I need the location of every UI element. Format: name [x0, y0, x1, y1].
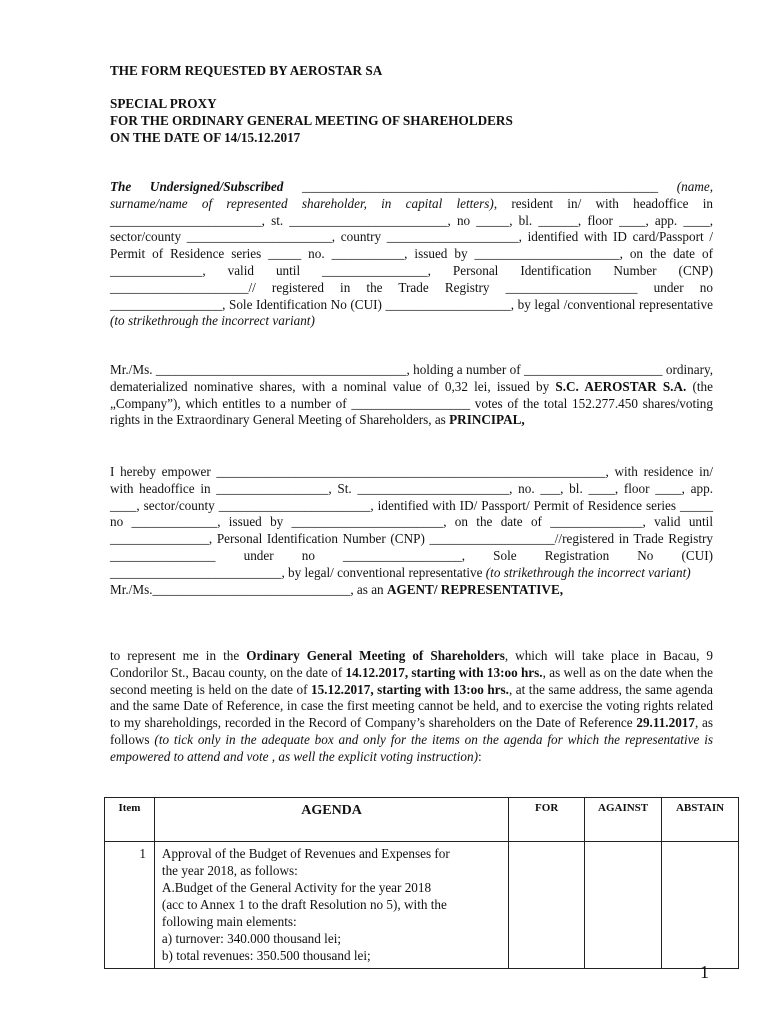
- represent-text-5: , as follows: [110, 715, 713, 747]
- empower-strike-hint: (to strikethrough the incorrect variant): [485, 564, 691, 580]
- against-header: AGAINST: [585, 798, 662, 842]
- agenda-header-row: [105, 798, 739, 842]
- undersigned-strike-hint: (to strikethrough the incorrect variant): [110, 313, 315, 329]
- proxy-title: SPECIAL PROXY: [110, 96, 217, 111]
- agenda-line: b) total revenues: 350.500 thousand lei;: [161, 948, 371, 963]
- reference-date: 29.11.2017: [636, 715, 695, 731]
- abstain-header: ABSTAIN: [662, 798, 739, 842]
- holding-paragraph: [110, 362, 713, 429]
- company-name: S.C. AEROSTAR S.A.: [555, 378, 687, 394]
- agenda-line: A.Budget of the General Activity for the year 2018: [161, 880, 432, 895]
- agenda-line: a) turnover: 340.000 thousand lei;: [161, 931, 342, 946]
- meeting-name: Ordinary General Meeting of Shareholders: [246, 648, 505, 663]
- undersigned-label: The Undersigned/Subscribed: [110, 179, 284, 194]
- agenda-line: (acc to Annex 1 to the draft Resolution no 5), with the: [161, 897, 447, 912]
- undersigned-hint: (name, surname/name of represented shareholder, in capital letters): [110, 179, 713, 211]
- undersigned-paragraph: [110, 179, 713, 330]
- agent-name-line: Mr./Ms.______________________________, as an: [110, 581, 387, 597]
- agenda-line: the year 2018, as follows:: [161, 863, 298, 878]
- form-title: THE FORM REQUESTED BY AEROSTAR SA: [110, 63, 383, 78]
- table-row: [105, 842, 739, 969]
- abstain-checkbox-cell[interactable]: [662, 842, 739, 969]
- represent-text-6: :: [477, 748, 482, 764]
- for-header: FOR: [509, 798, 585, 842]
- represent-paragraph: [110, 648, 713, 766]
- against-checkbox-cell[interactable]: [585, 842, 662, 969]
- first-meeting-date: 14.12.2017, starting with 13:oo hrs.: [345, 664, 543, 680]
- agenda-line: Approval of the Budget of Revenues and Expenses for: [161, 846, 450, 861]
- represent-text-2: , which will take place in Bacau, 9 Condorilor St., Bacau county, on the date of: [110, 648, 713, 680]
- principal-label: PRINCIPAL,: [449, 412, 525, 428]
- undersigned-details: , resident in/ with headoffice in _______________________, st. ________________________, no _____, bl. ______, floor ____, app. ____, sector/county ______________________, country ____________________, identified with ID card/Passport / Permit of Residence series _____ no. ___________, issued by ______________________, on the date of ______________, valid until ________________, Personal Identification Number (CNP) _____________________// registered in the Trade Registry ____________________ under no _________________, Sole Identification No (CUI) ___________________, by legal /conventional representative: [110, 195, 713, 312]
- for-checkbox-cell[interactable]: [509, 842, 585, 969]
- agenda-table: [104, 797, 739, 969]
- represent-text-4: , at the same address, the same agenda and the same Date of Reference, in case the first meeting cannot be held, and to exercise the voting rights related to my shareholdings, recorded in the Record of Company’s shareholders on the Date of Reference: [110, 681, 713, 731]
- empower-text: I hereby empower ___________________________________________________________, with residence in/ with headoffice in _________________, St. _______________________, no. ___, bl. ____, floor ____, app. ____, sector/county _______________________, identified with ID/ Passport/ Permit of Residence series _____ no _____________, issued by _______________________, on the date of ______________, valid until _______________, Personal Identification Number (CNP) ___________________//registered in Trade Registry ________________ under no __________________, Sole Registration No (CUI) __________________________, by legal/ conventional representative: [110, 464, 713, 580]
- meeting-title: FOR THE ORDINARY GENERAL MEETING OF SHAREHOLDERS: [110, 113, 513, 128]
- second-meeting-date: 15.12.2017, starting with 13:oo hrs.: [310, 681, 509, 697]
- agent-label: AGENT/ REPRESENTATIVE,: [386, 581, 564, 597]
- agenda-line: following main elements:: [161, 914, 297, 929]
- agenda-header: AGENDA: [154, 798, 508, 842]
- agenda-item-text: [154, 842, 508, 969]
- page-number: 1: [700, 962, 709, 982]
- meeting-date-title: ON THE DATE OF 14/15.12.2017: [110, 130, 301, 145]
- represent-text-1: to represent me in the: [110, 648, 247, 663]
- undersigned-name-blank: ______________________________________________________: [301, 179, 659, 194]
- represent-text-3: , as well as on the date when the second meeting is held on the date of: [110, 664, 713, 697]
- holding-text-1: Mr./Ms. ______________________________________, holding a number of _____________________ ordinary, dematerialized nominative shares, with a nominal value of 0,32 lei, issued by: [110, 362, 713, 394]
- empower-paragraph: [110, 464, 713, 598]
- holding-text-2: (the „Company”), which entitles to a number of __________________ votes of the total 152.277.450 shares/voting rights in the Extraordinary General Meeting of Shareholders, as: [110, 378, 713, 428]
- item-number: 1: [105, 842, 155, 969]
- item-header: Item: [105, 798, 155, 842]
- voting-instruction-hint: (to tick only in the adequate box and only for the items on the agenda for which the representative is empowered to attend and vote , as well the explicit voting instruction): [110, 731, 713, 764]
